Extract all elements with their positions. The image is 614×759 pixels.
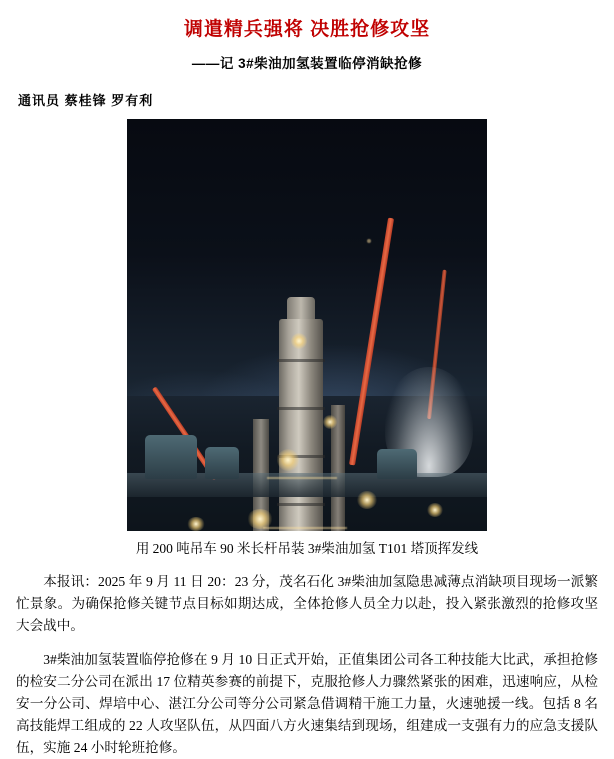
work-light — [323, 415, 337, 429]
distillation-tower — [279, 319, 323, 531]
page-subtitle: ——记 3#柴油加氢装置临停消缺抢修 — [191, 55, 423, 71]
platform-light-strip — [267, 477, 337, 479]
figure-caption: 用 200 吨吊车 90 米长杆吊装 3#柴油加氢 T101 塔顶挥发线 — [135, 540, 479, 556]
storage-tank — [377, 449, 417, 479]
work-light — [291, 333, 307, 349]
crane-tip-light — [367, 239, 371, 243]
storage-tank — [145, 435, 197, 479]
tower-band — [277, 359, 325, 362]
work-light — [247, 509, 273, 529]
work-light — [187, 517, 205, 531]
byline: 通讯员 蔡桂锋 罗有利 — [18, 92, 154, 108]
work-light — [427, 503, 443, 517]
work-light — [277, 449, 299, 471]
paragraph-1: 本报讯：2025 年 9 月 11 日 20：23 分，茂名石化 3#柴油加氢隐患减薄点消缺项目现场一派繁忙景象。为确保抢修关键节点目标如期达成，全体抢修人员全力以赴，投入紧张激烈的抢修攻坚大会战中。 — [16, 573, 598, 633]
tower-band — [277, 503, 325, 506]
storage-tank — [205, 447, 239, 479]
article-figure — [16, 119, 598, 559]
tower-band — [277, 407, 325, 410]
work-light — [357, 491, 377, 509]
page-title: 调遣精兵强将 决胜抢修攻坚 — [183, 19, 431, 40]
refinery-night-crane-photo — [127, 119, 487, 531]
paragraph-2: 3#柴油加氢装置临停抢修在 9 月 10 日正式开始，正值集团公司各工种技能大比武，承担抢修的检安二分公司在派出 17 位精英参赛的前提下，克服抢修人力骤然紧张的困难，迅速响应，从检安一分公司、焊培中心、湛江分公司等分公司紧急借调精干施工力量，火速驰援一线。包括 8 名高技能焊工组成的 22 人攻坚队伍，从四面八方火速集结到现场，组建成一支强有力的应急支援队伍，实施 24 小时轮班抢修。 — [16, 651, 598, 756]
platform-light-strip — [263, 527, 347, 529]
